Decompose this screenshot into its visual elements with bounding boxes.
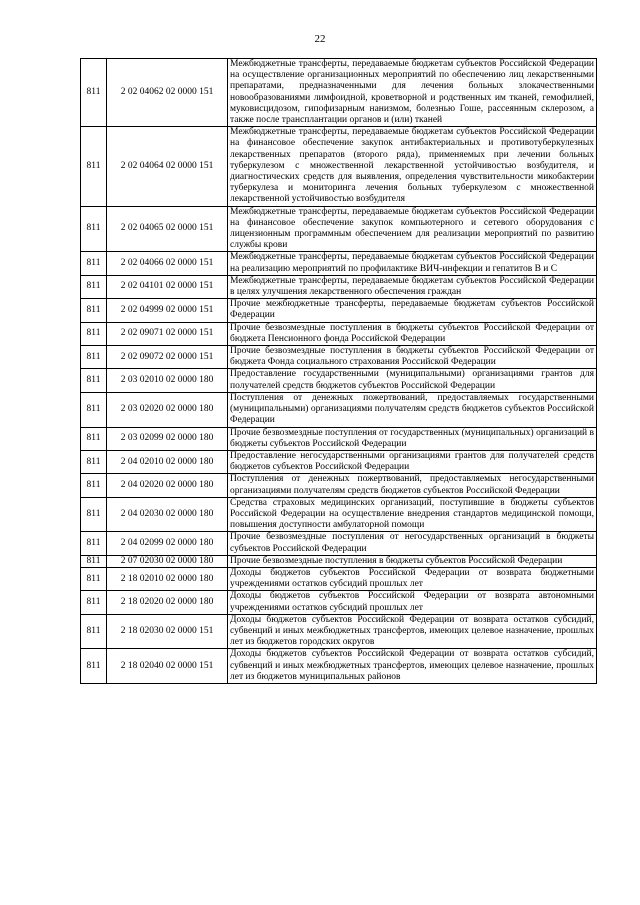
admin-code-cell: 811: [81, 555, 107, 567]
kbk-code-cell: 2 02 04066 02 0000 151: [107, 252, 228, 275]
description-cell: Прочие безвозмездные поступления в бюджеты субъектов Российской Федерации: [228, 555, 597, 567]
kbk-code-cell: 2 18 02030 02 0000 151: [107, 614, 228, 649]
kbk-code-cell: 2 02 09072 02 0000 151: [107, 346, 228, 369]
admin-code-cell: 811: [81, 567, 107, 590]
kbk-code-cell: 2 02 09071 02 0000 151: [107, 322, 228, 345]
table-row: [81, 206, 597, 252]
description-cell: Межбюджетные трансферты, передаваемые бюджетам субъектов Российской Федерации на финансовое обеспечение закупок компьютерного и сетевого оборудования с лицензионным программным обеспечением для реализации мероприятий по развитию службы крови: [228, 206, 597, 252]
admin-code-cell: 811: [81, 206, 107, 252]
kbk-code-cell: 2 04 02020 02 0000 180: [107, 474, 228, 497]
table-row: [81, 567, 597, 590]
table-row: [81, 591, 597, 614]
admin-code-cell: 811: [81, 474, 107, 497]
table-row: [81, 392, 597, 427]
table-body: [81, 59, 597, 684]
table-row: [81, 299, 597, 322]
admin-code-cell: 811: [81, 127, 107, 206]
admin-code-cell: 811: [81, 252, 107, 275]
description-cell: Средства страховых медицинских организаций, поступившие в бюджеты субъектов Российской Федерации на осуществление внедрения стандартов медицинской помощи, повышения доступности амбулаторной помощи: [228, 497, 597, 532]
description-cell: Поступления от денежных пожертвований, предоставляемых государственными (муниципальными) организациями получателям средств бюджетов субъектов Российской Федерации: [228, 392, 597, 427]
kbk-code-cell: 2 02 04999 02 0000 151: [107, 299, 228, 322]
admin-code-cell: 811: [81, 369, 107, 392]
table-row: [81, 369, 597, 392]
admin-code-cell: 811: [81, 591, 107, 614]
kbk-code-cell: 2 02 04064 02 0000 151: [107, 127, 228, 206]
admin-code-cell: 811: [81, 614, 107, 649]
admin-code-cell: 811: [81, 450, 107, 473]
table-row: [81, 427, 597, 450]
table-row: [81, 127, 597, 206]
kbk-code-cell: 2 18 02010 02 0000 180: [107, 567, 228, 590]
description-cell: Доходы бюджетов субъектов Российской Федерации от возврата бюджетными учреждениями остатков субсидий прошлых лет: [228, 567, 597, 590]
table-row: [81, 497, 597, 532]
kbk-code-cell: 2 02 04062 02 0000 151: [107, 59, 228, 127]
table-row: [81, 649, 597, 684]
description-cell: Прочие межбюджетные трансферты, передаваемые бюджетам субъектов Российской Федерации: [228, 299, 597, 322]
kbk-code-cell: 2 03 02099 02 0000 180: [107, 427, 228, 450]
table-row: [81, 614, 597, 649]
admin-code-cell: 811: [81, 649, 107, 684]
table-row: [81, 474, 597, 497]
admin-code-cell: 811: [81, 299, 107, 322]
admin-code-cell: 811: [81, 275, 107, 298]
description-cell: Прочие безвозмездные поступления в бюджеты субъектов Российской Федерации от бюджета Фонда социального страхования Российской Федерации: [228, 346, 597, 369]
description-cell: Прочие безвозмездные поступления от государственных (муниципальных) организаций в бюджеты субъектов Российской Федерации: [228, 427, 597, 450]
description-cell: Предоставление государственными (муниципальными) организациями грантов для получателей средств бюджетов субъектов Российской Федерации: [228, 369, 597, 392]
budget-codes-table: [80, 58, 597, 684]
kbk-code-cell: 2 07 02030 02 0000 180: [107, 555, 228, 567]
kbk-code-cell: 2 04 02030 02 0000 180: [107, 497, 228, 532]
description-cell: Прочие безвозмездные поступления от негосударственных организаций в бюджеты субъектов Российской Федерации: [228, 532, 597, 555]
description-cell: Предоставление негосударственными организациями грантов для получателей средств бюджетов субъектов Российской Федерации: [228, 450, 597, 473]
table-row: [81, 450, 597, 473]
description-cell: Доходы бюджетов субъектов Российской Федерации от возврата остатков субсидий, субвенций и иных межбюджетных трансфертов, имеющих целевое назначение, прошлых лет из бюджетов городских округов: [228, 614, 597, 649]
table-row: [81, 555, 597, 567]
table-row: [81, 59, 597, 127]
kbk-code-cell: 2 03 02020 02 0000 180: [107, 392, 228, 427]
kbk-code-cell: 2 03 02010 02 0000 180: [107, 369, 228, 392]
table-row: [81, 532, 597, 555]
admin-code-cell: 811: [81, 532, 107, 555]
kbk-code-cell: 2 02 04065 02 0000 151: [107, 206, 228, 252]
page-number: 22: [314, 33, 326, 45]
description-cell: Межбюджетные трансферты, передаваемые бюджетам субъектов Российской Федерации на финансовое обеспечение закупок антибактериальных и противотуберкулезных лекарственных препаратов (второго ряда), применяемых при лечении больных туберкулезом с множественной лекарственной устойчивостью возбудителя, и диагностических средств для выявления, определения чувствительности микобактерии туберкулеза и мониторинга лечения больных туберкулезом с множественной лекарственной устойчивостью возбудителя: [228, 127, 597, 206]
admin-code-cell: 811: [81, 59, 107, 127]
kbk-code-cell: 2 04 02099 02 0000 180: [107, 532, 228, 555]
table-row: [81, 275, 597, 298]
kbk-code-cell: 2 04 02010 02 0000 180: [107, 450, 228, 473]
description-cell: Поступления от денежных пожертвований, предоставляемых негосударственными организациями получателям средств бюджетов субъектов Российской Федерации: [228, 474, 597, 497]
admin-code-cell: 811: [81, 322, 107, 345]
description-cell: Доходы бюджетов субъектов Российской Федерации от возврата автономными учреждениями остатков субсидий прошлых лет: [228, 591, 597, 614]
description-cell: Доходы бюджетов субъектов Российской Федерации от возврата остатков субсидий, субвенций и иных межбюджетных трансфертов, имеющих целевое назначение, прошлых лет из бюджетов муниципальных районов: [228, 649, 597, 684]
table-row: [81, 346, 597, 369]
admin-code-cell: 811: [81, 427, 107, 450]
table-row: [81, 252, 597, 275]
table-row: [81, 322, 597, 345]
kbk-code-cell: 2 18 02020 02 0000 180: [107, 591, 228, 614]
description-cell: Межбюджетные трансферты, передаваемые бюджетам субъектов Российской Федерации на реализацию мероприятий по профилактике ВИЧ-инфекции и гепатитов В и С: [228, 252, 597, 275]
admin-code-cell: 811: [81, 497, 107, 532]
description-cell: Межбюджетные трансферты, передаваемые бюджетам субъектов Российской Федерации на осуществление организационных мероприятий по обеспечению лиц лекарственными препаратами, предназначенными для лечения больных злокачественными новообразованиями лимфоидной, кроветворной и родственных им тканей, гемофилией, муковисцидозом, гипофизарным нанизмом, болезнью Гоше, рассеянным склерозом, а также после трансплантации органов и (или) тканей: [228, 59, 597, 127]
admin-code-cell: 811: [81, 346, 107, 369]
description-cell: Межбюджетные трансферты, передаваемые бюджетам субъектов Российской Федерации в целях улучшения лекарственного обеспечения граждан: [228, 275, 597, 298]
admin-code-cell: 811: [81, 392, 107, 427]
kbk-code-cell: 2 18 02040 02 0000 151: [107, 649, 228, 684]
description-cell: Прочие безвозмездные поступления в бюджеты субъектов Российской Федерации от бюджета Пенсионного фонда Российской Федерации: [228, 322, 597, 345]
kbk-code-cell: 2 02 04101 02 0000 151: [107, 275, 228, 298]
